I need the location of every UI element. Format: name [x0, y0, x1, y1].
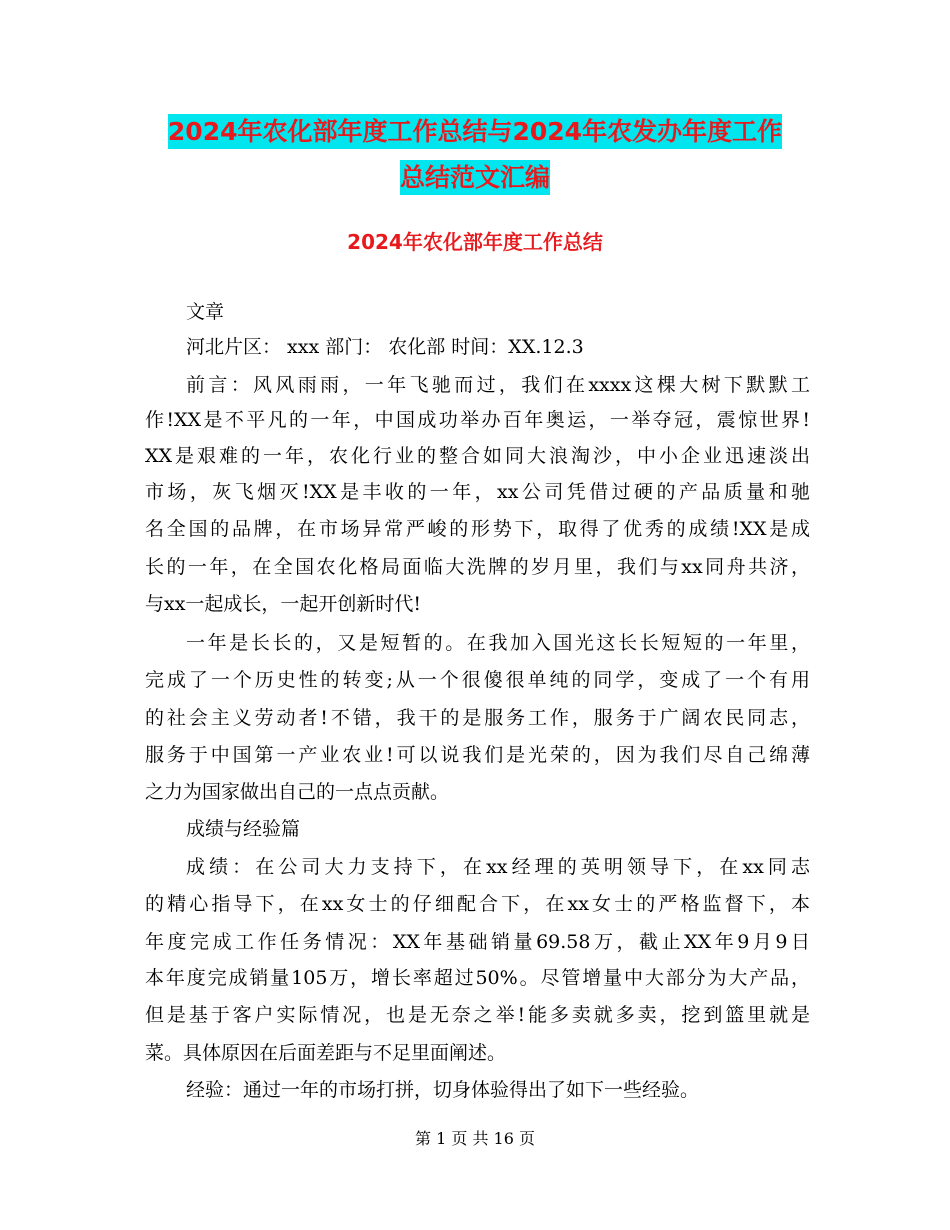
paragraph-line: 的精心指导下，在xx女士的仔细配合下，在xx女士的严格监督下，本 [145, 893, 810, 915]
paragraph-line: 前言：风风雨雨，一年飞驰而过，我们在xxxx这棵大树下默默工 [186, 374, 810, 396]
paragraph-line: XX是艰难的一年，农化行业的整合如同大浪淘沙，中小企业迅速淡出 [145, 445, 810, 467]
paragraph-line: 长的一年，在全国农化格局面临大洗牌的岁月里，我们与xx同舟共济， [145, 556, 810, 578]
paragraph-line: 本年度完成销量105万，增长率超过50%。尽管增量中大部分为大产品， [145, 967, 810, 989]
paragraph-line: 成绩与经验篇 [186, 818, 301, 840]
document-title-line-2: 总结范文汇编 [0, 158, 950, 194]
paragraph-line: 一年是长长的，又是短暂的。在我加入国光这长长短短的一年里， [186, 632, 810, 654]
paragraph-line: 与xx一起成长，一起开创新时代! [145, 593, 422, 615]
paragraph-line: 但是基于客户实际情况，也是无奈之举!能多卖就多卖，挖到篮里就是 [145, 1004, 810, 1026]
paragraph-line: 名全国的品牌，在市场异常严峻的形势下，取得了优秀的成绩!XX是成 [145, 518, 810, 540]
paragraph-line: 菜。具体原因在后面差距与不足里面阐述。 [145, 1042, 507, 1064]
paragraph-line: 经验：通过一年的市场打拼，切身体验得出了如下一些经验。 [186, 1079, 700, 1101]
section-title: 2024年农化部年度工作总结 [347, 230, 603, 254]
paragraph-line: 作!XX是不平凡的一年，中国成功举办百年奥运，一举夺冠，震惊世界! [145, 409, 810, 431]
document-title-line-1: 2024年农化部年度工作总结与2024年农发办年度工作 [0, 112, 950, 148]
paragraph-line: 服务于中国第一产业农业!可以说我们是光荣的，因为我们尽自己绵薄 [145, 744, 810, 766]
paragraph-line: 河北片区： xxx 部门： 农化部 时间：XX.12.3 [186, 336, 584, 358]
paragraph-line: 文章 [186, 301, 225, 323]
paragraph-line: 之力为国家做出自己的一点点贡献。 [145, 781, 450, 803]
page-footer: 第 1 页 共 16 页 [415, 1129, 535, 1148]
paragraph-line: 成绩：在公司大力支持下，在xx经理的英明领导下，在xx同志 [186, 856, 810, 878]
paragraph-line: 年度完成工作任务情况：XX年基础销量69.58万，截止XX年9月9日 [145, 931, 810, 953]
paragraph-line: 市场，灰飞烟灭!XX是丰收的一年，xx公司凭借过硬的产品质量和驰 [145, 481, 810, 503]
paragraph-line: 完成了一个历史性的转变;从一个很傻很单纯的同学，变成了一个有用 [145, 669, 810, 691]
paragraph-line: 的社会主义劳动者!不错，我干的是服务工作，服务于广阔农民同志， [145, 707, 810, 729]
